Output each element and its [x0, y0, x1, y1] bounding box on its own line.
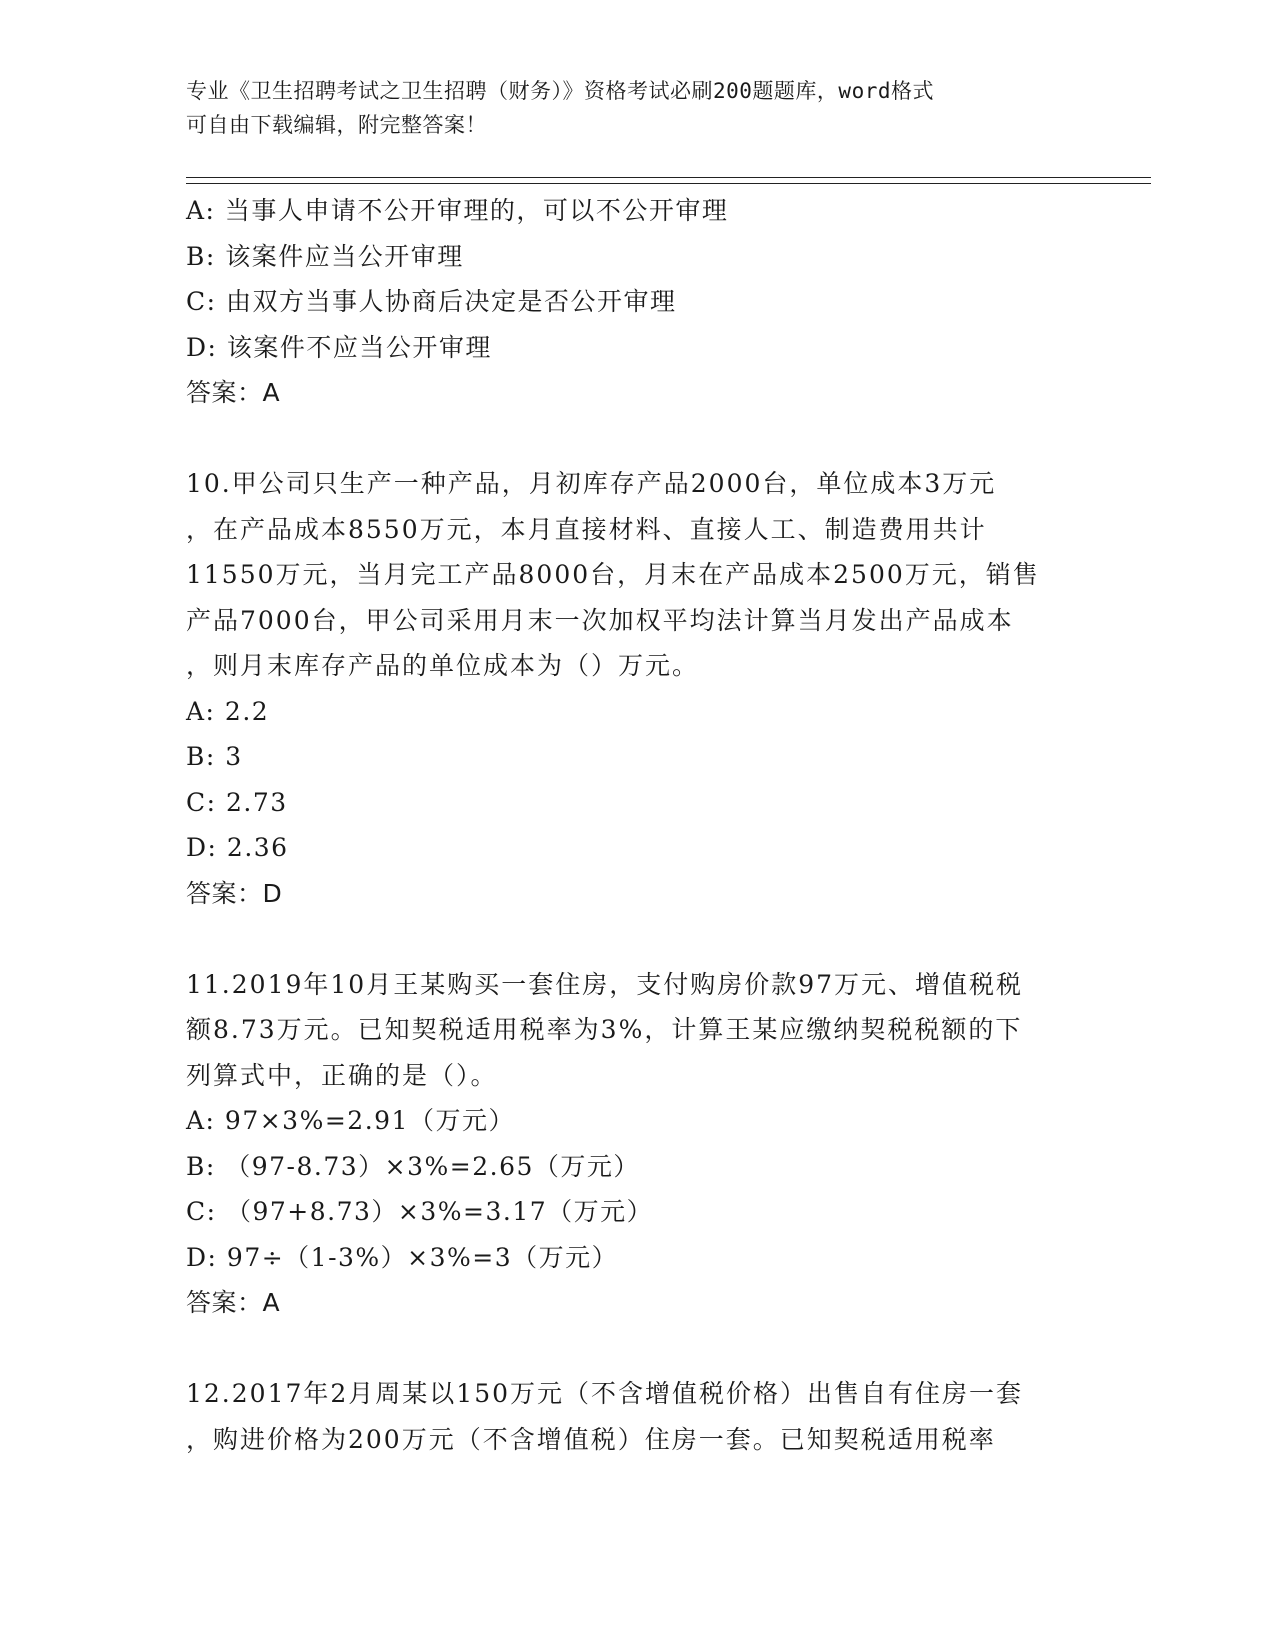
header-divider-top: [186, 177, 1151, 178]
option-c: C: 由双方当事人协商后决定是否公开审理: [186, 287, 677, 316]
question-text-line: 11550万元，当月完工产品8000台，月末在产品成本2500万元，销售: [186, 560, 1040, 589]
question-text-line: 列算式中，正确的是（）。: [186, 1060, 498, 1090]
option-a: A: 当事人申请不公开审理的，可以不公开审理: [186, 196, 729, 225]
option-c: C: （97+8.73）×3%=3.17（万元）: [186, 1197, 654, 1226]
question-10: [186, 461, 1086, 916]
option-a: A: 2.2: [186, 696, 270, 726]
question-9: [186, 188, 1086, 416]
question-text-line: ，在产品成本8550万元，本月直接材料、直接人工、制造费用共计: [186, 514, 987, 544]
header-title-line-1: 专业《卫生招聘考试之卫生招聘（财务）》资格考试必刷200题题库，word格式: [186, 79, 934, 103]
question-text-line: ，购进价格为200万元（不含增值税）住房一套。已知契税适用税率: [186, 1424, 996, 1454]
spacer: [186, 916, 1086, 962]
question-text-line: 产品7000台，甲公司采用月末一次加权平均法计算当月发出产品成本: [186, 605, 1014, 635]
option-d: D: 2.36: [186, 833, 289, 862]
spacer: [186, 416, 1086, 462]
question-11: [186, 962, 1086, 1326]
answer-line: 答案：A: [186, 1288, 281, 1317]
document-header: [186, 74, 1086, 142]
option-a: A: 97×3%=2.91（万元）: [186, 1106, 515, 1135]
answer-line: 答案：D: [186, 878, 283, 908]
option-d: D: 97÷（1-3%）×3%=3（万元）: [186, 1242, 619, 1272]
option-b: B: 3: [186, 742, 243, 771]
option-b: B: （97-8.73）×3%=2.65（万元）: [186, 1151, 640, 1181]
question-12: [186, 1371, 1086, 1462]
question-text-line: 额8.73万元。已知契税适用税率为3%，计算王某应缴纳契税税额的下: [186, 1015, 1023, 1044]
header-title-line-2: 可自由下载编辑，附完整答案！: [186, 113, 487, 137]
question-text-line: 12.2017年2月周某以150万元（不含增值税价格）出售自有住房一套: [186, 1379, 1024, 1408]
question-text-line: 11.2019年10月王某购买一套住房，支付购房价款97万元、增值税税: [186, 969, 1024, 999]
option-b: B: 该案件应当公开审理: [186, 241, 464, 271]
answer-line: 答案：A: [186, 378, 281, 407]
question-text-line: ，则月末库存产品的单位成本为（）万元。: [186, 651, 700, 680]
question-text-line: 10.甲公司只生产一种产品，月初库存产品2000台，单位成本3万元: [186, 469, 997, 498]
header-divider-bottom: [186, 183, 1151, 184]
option-d: D: 该案件不应当公开审理: [186, 332, 492, 362]
document-body: [186, 188, 1086, 1462]
spacer: [186, 1326, 1086, 1372]
option-c: C: 2.73: [186, 787, 288, 817]
